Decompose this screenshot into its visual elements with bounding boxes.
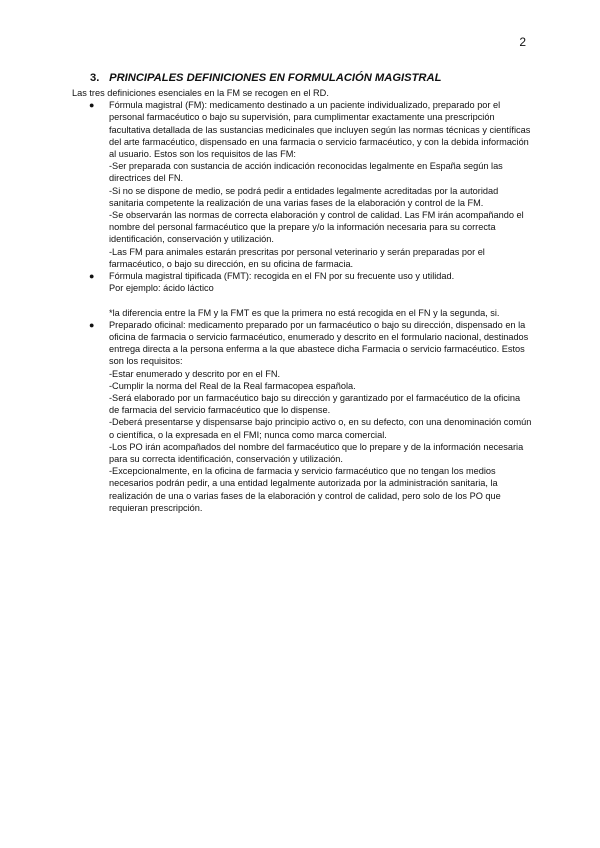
section-number: 3. <box>90 72 100 84</box>
section-heading <box>90 71 532 85</box>
document-body <box>72 71 532 514</box>
po-requirement: -Los PO irán acompañados del nombre del farmacéutico que lo prepare y de la información necesaria para su correcta identificación, conservación y utilización. <box>109 441 524 465</box>
definition-po <box>72 319 532 514</box>
bullet-icon: ● <box>89 100 95 111</box>
po-requirement: -Estar enumerado y descrito por en el FN. <box>109 368 281 379</box>
fm-requirement: -Las FM para animales estarán prescritas por personal veterinario y serán preparadas por el farmacéutico, o bajo su dirección, en su oficina de farmacia. <box>109 246 485 269</box>
fmt-note: *la diferencia entre la FM y la FMT es que la primera no está recogida en el FN y la segunda, si. <box>109 307 500 318</box>
intro-paragraph: Las tres definiciones esenciales en la FM se recogen en el RD. <box>72 88 329 98</box>
fm-requirement: -Si no se dispone de medio, se podrá pedir a entidades legalmente acreditadas por la autoridad sanitaria competente la realización de una varias fases de la elaboración y control de la FM. <box>109 185 499 208</box>
page-number: 2 <box>519 35 526 49</box>
fm-requirement: -Se observarán las normas de correcta elaboración y control de calidad. Las FM irán acompañando el nombre del personal farmacéutico que la prepare y/o la información necesaria para su correcta identificación, conservación y utilización. <box>109 210 524 245</box>
po-requirement: -Cumplir la norma del Real de la Real farmacopea española. <box>109 380 356 391</box>
definitions-list <box>72 99 532 514</box>
po-definition: Preparado oficinal: medicamento preparado por un farmacéutico o bajo su dirección, dispensado en la oficina de farmacia o servicio farmacéutico, enumerado y descrito en el formulario nacional, destinados entrega directa a la persona enferma a la que abastece dicha Farmacia o servicio farmacéutico. Estos son los requisitos: <box>109 319 529 367</box>
fmt-definition: Fórmula magistral tipificada (FMT): recogida en el FN por su frecuente uso y utilidad. <box>109 271 455 282</box>
fm-definition: Fórmula magistral (FM): medicamento destinado a un paciente individualizado, preparado por el personal farmacéutico o bajo su supervisión, para cumplimentar exactamente una prescripción facultativa detallada de las sustancias medicinales que incluyen según las normas técnicas y científicas del arte farmacéutico, dispensado en una farmacia o servicio farmacéutico, y con la debida información al usuario. Estos son los requisitos de las FM: <box>109 100 531 160</box>
po-requirement: -Excepcionalmente, en la oficina de farmacia y servicio farmacéutico que no tengan los medios necesarios podrán pedir, a una entidad legalmente autorizada por la administración sanitaria, la realización de una o varias fases de la elaboración y control de calidad, pero solo de los PO que requieran prescripción. <box>109 466 501 513</box>
bullet-icon: ● <box>89 319 95 330</box>
po-requirement: -Deberá presentarse y dispensarse bajo principio activo o, en su defecto, con una denominación común o científica, o la expresada en el FMI; nunca como marca comercial. <box>109 417 532 440</box>
bullet-icon: ● <box>89 271 95 282</box>
definition-fmt <box>72 270 532 319</box>
spacer <box>109 294 532 306</box>
fm-requirement: -Ser preparada con sustancia de acción indicación reconocidas legalmente en España según las directrices del FN. <box>109 161 503 184</box>
po-requirement: -Será elaborado por un farmacéutico bajo su dirección y garantizado por el farmacéutico de la oficina de farmacia del servicio farmacéutico que lo dispense. <box>109 393 521 416</box>
section-title: PRINCIPALES DEFINICIONES EN FORMULACIÓN MAGISTRAL <box>109 72 442 84</box>
definition-fm <box>72 99 532 270</box>
fmt-example: Por ejemplo: ácido láctico <box>109 283 214 294</box>
